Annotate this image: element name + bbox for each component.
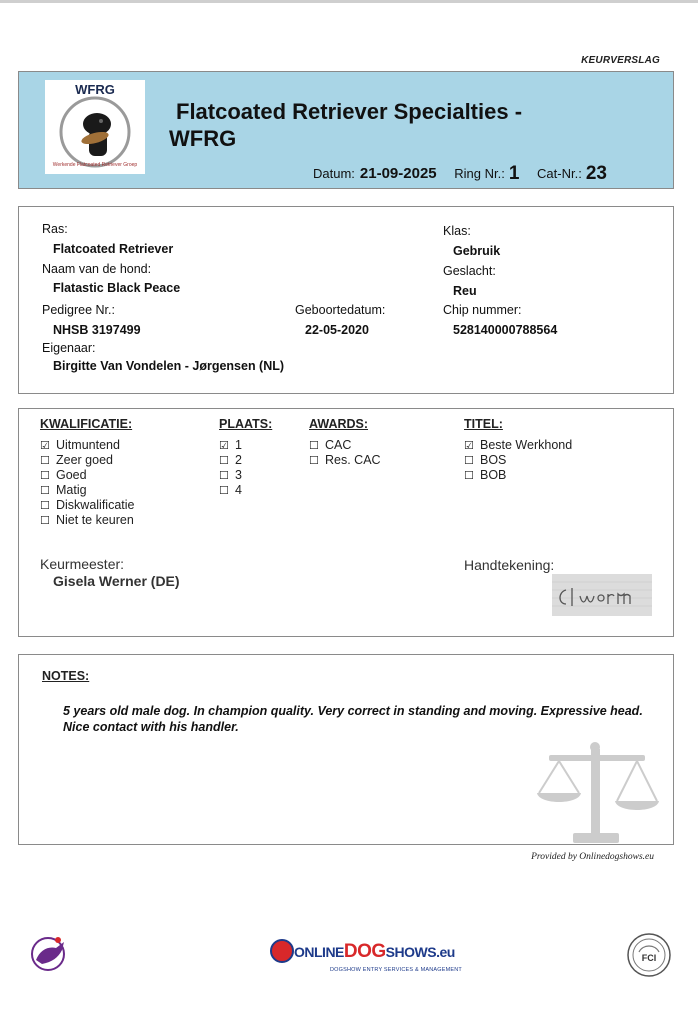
- ods-tagline: DOGSHOW ENTRY SERVICES & MANAGEMENT: [330, 967, 462, 973]
- pedigree-label: Pedigree Nr.:: [42, 303, 115, 317]
- ring-label: Ring Nr.:: [454, 166, 505, 181]
- chip-label: Chip nummer:: [443, 303, 522, 317]
- ods-online: ONLINE: [294, 944, 344, 960]
- keurmeester-value: Gisela Werner (DE): [53, 573, 180, 589]
- kwal-option[interactable]: ☐ Goed: [40, 468, 87, 482]
- pedigree-value: NHSB 3197499: [53, 323, 141, 337]
- titel-column: [464, 417, 572, 483]
- paw-icon: [270, 939, 294, 963]
- show-meta: [313, 162, 607, 184]
- provided-by-text: Provided by Onlinedogshows.eu: [531, 852, 654, 862]
- checkbox-icon[interactable]: ☐: [219, 485, 229, 497]
- eigenaar-label: Eigenaar:: [42, 341, 96, 355]
- eigenaar-value: Birgitte Van Vondelen - Jørgensen (NL): [53, 359, 285, 373]
- klas-value: Gebruik: [453, 244, 501, 258]
- kwal-option[interactable]: ☑ Uitmuntend: [40, 438, 120, 452]
- datum-label: Datum:: [313, 166, 355, 181]
- plaats-heading: PLAATS:: [219, 417, 273, 431]
- dog-sport-logo-icon: [28, 932, 72, 974]
- dog-info-panel: [18, 206, 674, 394]
- ods-dog: DOG: [343, 941, 386, 962]
- checkbox-checked-icon[interactable]: ☑: [40, 440, 50, 452]
- header-panel: [18, 71, 674, 189]
- plaats-column: [219, 417, 272, 498]
- checkbox-icon[interactable]: ☐: [464, 455, 474, 467]
- checkbox-icon[interactable]: ☐: [309, 455, 319, 467]
- kwal-option[interactable]: ☐ Matig: [40, 483, 87, 497]
- checkbox-checked-icon[interactable]: ☑: [464, 440, 474, 452]
- chip-value: 528140000788564: [453, 323, 558, 337]
- plaats-option[interactable]: ☐ 3: [219, 468, 242, 482]
- checkbox-icon[interactable]: ☐: [40, 485, 50, 497]
- kwalificatie-heading: KWALIFICATIE:: [40, 417, 133, 431]
- checkbox-icon[interactable]: ☐: [40, 515, 50, 527]
- ods-eu: .eu: [436, 944, 455, 960]
- klas-label: Klas:: [443, 224, 471, 238]
- kwalificatie-column: [40, 417, 135, 528]
- kwal-option[interactable]: ☐ Zeer goed: [40, 453, 113, 467]
- datum-value: 21-09-2025: [359, 165, 437, 182]
- ring-value: 1: [508, 163, 520, 184]
- geslacht-label: Geslacht:: [443, 264, 496, 278]
- checkbox-icon[interactable]: ☐: [40, 455, 50, 467]
- titel-heading: TITEL:: [464, 417, 503, 431]
- handtekening-label: Handtekening:: [464, 557, 555, 573]
- cat-value: 23: [585, 163, 607, 184]
- keurmeester-label: Keurmeester:: [40, 556, 125, 572]
- top-divider: [0, 0, 698, 3]
- title-line-2: WFRG: [169, 126, 237, 151]
- onlinedogshows-logo[interactable]: [270, 937, 462, 979]
- cat-label: Cat-Nr.:: [537, 166, 582, 181]
- geboorte-label: Geboortedatum:: [295, 303, 386, 317]
- fci-logo-icon: [626, 932, 672, 978]
- signature-image: [552, 574, 652, 616]
- checkbox-icon[interactable]: ☐: [309, 440, 319, 452]
- geslacht-value: Reu: [453, 284, 477, 298]
- plaats-option[interactable]: ☐ 2: [219, 453, 242, 467]
- wfrg-logo: [45, 80, 145, 174]
- checkbox-icon[interactable]: ☐: [464, 470, 474, 482]
- awards-option[interactable]: ☐ CAC: [309, 438, 352, 452]
- logo-wfrg-text: WFRG: [75, 82, 115, 97]
- document-label: KEURVERSLAG: [581, 55, 660, 66]
- scale-of-justice-icon: [535, 741, 661, 845]
- title-line-1: Flatcoated Retriever Specialties -: [176, 99, 523, 124]
- awards-option[interactable]: ☐ Res. CAC: [309, 453, 381, 467]
- kwal-option[interactable]: ☐ Niet te keuren: [40, 513, 134, 527]
- awards-heading: AWARDS:: [309, 417, 369, 431]
- qualification-panel: [18, 408, 674, 637]
- awards-column: [309, 417, 381, 468]
- plaats-option[interactable]: ☑ 1: [219, 438, 242, 452]
- checkbox-icon[interactable]: ☐: [40, 500, 50, 512]
- ras-label: Ras:: [42, 222, 68, 236]
- logo-ring-text: Werkende Flatcoated Retriever Groep: [52, 162, 138, 168]
- checkbox-icon[interactable]: ☐: [219, 470, 229, 482]
- ods-shows: SHOWS: [385, 944, 437, 960]
- titel-option[interactable]: ☐ BOS: [464, 453, 507, 467]
- checkbox-icon[interactable]: ☐: [219, 455, 229, 467]
- plaats-option[interactable]: ☐ 4: [219, 483, 242, 497]
- naam-label: Naam van de hond:: [42, 262, 152, 276]
- notes-text: 5 years old male dog. In champion quality. Very correct in standing and moving. Expressive head. Nice contact with his handler.: [63, 704, 643, 734]
- fci-text: FCI: [641, 953, 657, 963]
- checkbox-icon[interactable]: ☐: [40, 470, 50, 482]
- geboorte-value: 22-05-2020: [305, 323, 369, 337]
- naam-value: Flatastic Black Peace: [53, 281, 181, 295]
- page-title: [169, 98, 649, 152]
- notes-heading: NOTES:: [42, 669, 90, 683]
- titel-option[interactable]: ☐ BOB: [464, 468, 507, 482]
- ras-value: Flatcoated Retriever: [53, 242, 174, 256]
- titel-option[interactable]: ☑ Beste Werkhond: [464, 438, 573, 452]
- checkbox-checked-icon[interactable]: ☑: [219, 440, 229, 452]
- kwal-option[interactable]: ☐ Diskwalificatie: [40, 498, 135, 512]
- notes-panel: [18, 654, 674, 845]
